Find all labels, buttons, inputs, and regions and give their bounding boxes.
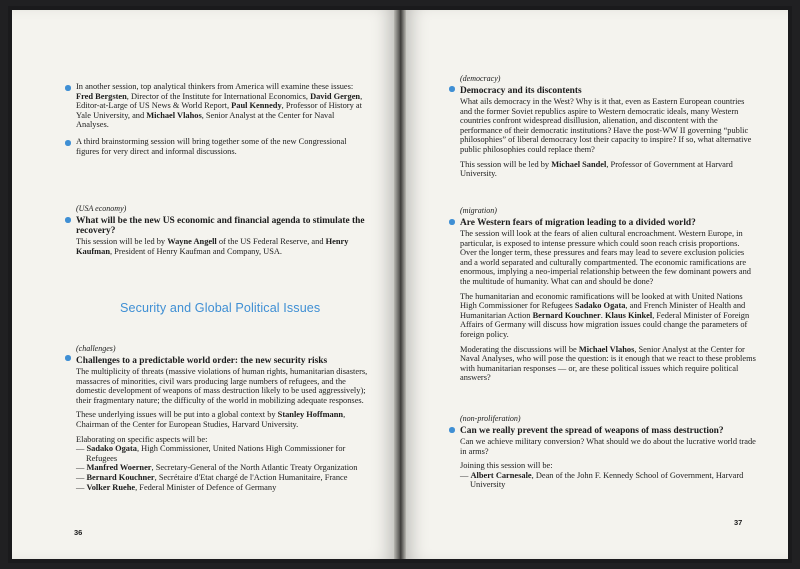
section-usa-economy — [76, 204, 372, 262]
bullet-icon — [449, 86, 455, 92]
person-name: Michael Sandel — [551, 159, 607, 169]
session-description: What ails democracy in the West? Why is it that, even as Eastern European countries and the former Soviet republics aspire to Western democratic ideals, many Western countries confront widespread disillusion, alienation, and discontent with the performance of their democratic institutions? Have the post-WW II governing “public philosophies” of liberal democracy lost their capacity to inspire? If so, what alternative public philosophies could replace them? — [460, 97, 752, 154]
session-heading: What will be the new US economic and financial agenda to stimulate the recovery? — [76, 215, 365, 236]
bullet-icon — [449, 427, 455, 433]
page-number: 37 — [734, 518, 743, 527]
session-heading: Are Western fears of migration leading to a divided world? — [460, 217, 696, 228]
section-title: Security and Global Political Issues — [120, 301, 321, 315]
speaker-list — [460, 471, 756, 490]
person-name: Michael Vlahos — [578, 344, 635, 354]
session-heading: Challenges to a predictable world order: the new security risks — [76, 355, 328, 366]
person-name: Klaus Kinkel — [604, 310, 653, 320]
person-name: Henry Kaufman — [76, 237, 349, 256]
speaker-list — [76, 444, 370, 492]
person-name: Wayne Angell — [167, 237, 217, 247]
session-heading: Can we really prevent the spread of weapons of mass destruction? — [460, 425, 724, 436]
session-heading: Democracy and its discontents — [460, 85, 582, 96]
list-intro: Elaborating on specific aspects will be: — [76, 434, 208, 444]
book-gutter — [394, 10, 406, 559]
right-page — [406, 10, 788, 559]
session-description: This session will be led by Wayne Angell of the US Federal Reserve, and Henry Kaufman, President of Henry Kaufman and Company, USA. — [76, 237, 349, 256]
section-migration — [460, 206, 758, 388]
list-item: — Manfred Woerner, Secretary-General of the North Atlantic Treaty Organization — [76, 463, 358, 473]
session-moderator: Moderating the discussions will be Michael Vlahos, Senior Analyst at the Center for Naval Analyses, who will pose the question: is it enough that we react to these problems with humanitarian responses — or, are these political issues which require political answers? — [460, 344, 756, 383]
person-name: Stanley Hoffmann — [277, 410, 344, 420]
left-page — [12, 10, 394, 559]
list-item: — Albert Carnesale, Dean of the John F. Kennedy School of Government, Harvard University — [460, 470, 744, 490]
topic-tag: (challenges) — [76, 344, 116, 353]
session-leader: These underlying issues will be put into a global context by Stanley Hoffmann, Chairman of the Center for European Studies, Harvard University. — [76, 410, 346, 429]
bullet-icon — [449, 219, 455, 225]
person-name: Michael Vlahos — [146, 110, 202, 120]
person-name: Paul Kennedy — [231, 101, 282, 111]
item-brainstorming: A third brainstorming session will bring together some of the new Congressional figures for very direct and informal discussions. — [76, 137, 347, 156]
session-description: The session will look at the fears of alien cultural encroachment. Western Europe, in particular, is exposed to intense pressure which could soon reach crisis proportions. Over the longer term, these pressures and fears may lead to severe exclusion policies and a world separated and culturally compartmented. The economic ramifications are enormous, implying a neo-imperial relationship between the few dominant powers and the multitude of humanity. What can and should be done? — [460, 229, 751, 286]
person-name: Bernard Kouchner — [532, 310, 601, 320]
section-challenges — [76, 344, 370, 492]
section-democracy — [460, 74, 756, 184]
list-item: — Bernard Kouchner, Secrétaire d'Etat chargé de l'Action Humanitaire, France — [76, 472, 348, 482]
person-name: Sadako Ogata — [574, 301, 626, 311]
list-item: — Volker Ruehe, Federal Minister of Defence of Germany — [76, 482, 277, 492]
bullet-icon — [65, 217, 71, 223]
session-leader: This session will be led by Michael Sandel, Professor of Government at Harvard University. — [460, 159, 733, 179]
topic-tag: (democracy) — [460, 74, 501, 83]
session-description: Can we achieve military conversion? What should we do about the lucrative world trade in arms? — [460, 437, 756, 456]
page-number: 36 — [74, 528, 83, 537]
bullet-icon — [65, 140, 71, 146]
section-non-proliferation — [460, 414, 756, 490]
topic-tag: (non-proliferation) — [460, 414, 521, 423]
session-speakers: The humanitarian and economic ramifications will be looked at with United Nations High Commissioner for Refugees Sadako Ogata, and French Minister of Health and Humanitarian Action Bernard Kouchner. Klaus Kinkel, Federal Minister of Foreign Affairs of Germany will discuss how migration issues could change the parameters of foreign policy. — [460, 291, 750, 339]
person-name: David Gergen — [310, 91, 361, 101]
list-intro: Joining this session will be: — [460, 461, 553, 471]
book-spread — [8, 6, 792, 563]
bullet-icon — [65, 85, 71, 91]
person-name: Fred Bergsten — [76, 91, 127, 101]
topic-tag: (migration) — [460, 206, 497, 215]
session-description: The multiplicity of threats (massive violations of human rights, humanitarian disasters, massacres of minorities, civil wars producing large numbers of refugees, and the domestic development of weapons of mass destruction likely to be used aggressively); their fragmentary nature; the difficulty of the world in mobilizing adequate responses. — [76, 367, 368, 405]
topic-tag: (USA economy) — [76, 204, 127, 213]
item-analytical-thinkers: In another session, top analytical thinkers from America will examine these issues: Fred Bergsten, Director of the Institute for International Economics, David Gergen, Editor-at-Large of US News & World Report, Paul Kennedy, Professor of History at Yale University, and Michael Vlahos, Senior Analyst at the Center for Naval Analyses. — [76, 82, 363, 130]
bullet-icon — [65, 355, 71, 361]
list-item: — Sadako Ogata, High Commissioner, United Nations High Commissioner for Refugees — [76, 444, 346, 463]
